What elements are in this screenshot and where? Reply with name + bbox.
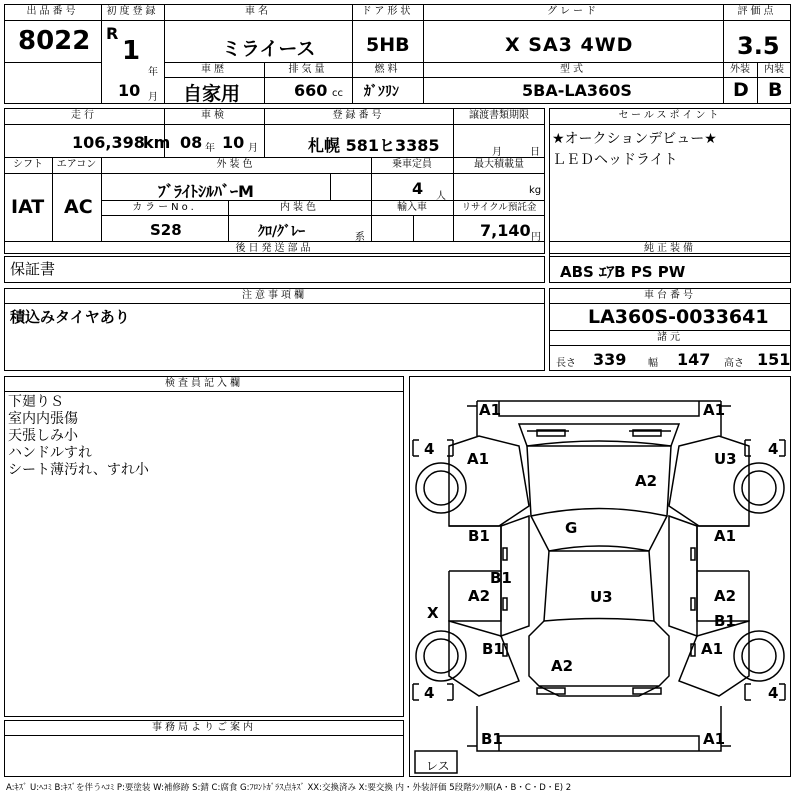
mileage-unit: km	[143, 133, 171, 152]
transfer-deadline-label: 譲渡書類期限	[469, 110, 529, 121]
max-load-unit: kg	[529, 185, 542, 196]
capacity: 4	[412, 179, 424, 198]
damage-mark: B1	[490, 569, 512, 587]
inspection-label: 車検	[201, 110, 227, 121]
reg-month-unit: 月	[148, 92, 158, 103]
damage-mark: X	[427, 604, 439, 622]
length: 339	[593, 350, 627, 369]
inspector-note-1: 下廻りＳ	[8, 394, 64, 410]
damage-mark: B1	[714, 612, 736, 630]
damage-mark: G	[565, 519, 578, 537]
damage-mark: B1	[482, 640, 504, 658]
lot-number-label: 出品番号	[26, 6, 79, 17]
reg-year-unit: 年	[148, 67, 158, 78]
recycle-fee: 7,140	[480, 221, 531, 240]
inspector-note-2: 室内内張傷	[8, 411, 78, 427]
height-label: 高さ	[724, 358, 744, 369]
recycle-fee-unit: 円	[531, 232, 541, 243]
import-label: 輸入車	[397, 202, 427, 213]
transfer-month-unit: 月	[492, 147, 502, 158]
tire-tread-rear-right: 4	[768, 684, 779, 702]
reg-month: 10	[118, 81, 141, 100]
damage-mark: A2	[635, 472, 658, 490]
damage-mark: B1	[468, 527, 490, 545]
equipment-label: 純正装備	[644, 243, 696, 254]
mileage: 106,398	[72, 133, 145, 152]
model-label: 型式	[560, 64, 586, 75]
shift: IAT	[11, 196, 45, 218]
inspection-year: 08	[180, 133, 203, 152]
tire-tread-front-right: 4	[768, 440, 779, 458]
grade-label: グレード	[547, 6, 599, 17]
delivery-parts: 保証書	[10, 260, 56, 278]
max-load-label: 最大積載量	[474, 159, 524, 170]
reg-era: R	[106, 24, 119, 43]
sales-point-1: ★オークションデビュー★	[552, 131, 717, 147]
specs-label: 諸元	[657, 332, 683, 343]
score-label: 評価点	[737, 6, 777, 17]
door-type-label: ドア形状	[361, 6, 414, 17]
interior-grade-label: 内装	[764, 64, 784, 75]
grade: X SA3 4WD	[505, 34, 634, 56]
displacement-label: 排気量	[288, 64, 328, 75]
score: 3.5	[737, 32, 780, 60]
caution-label: 注意事項欄	[242, 290, 307, 301]
displacement-unit: cc	[332, 88, 343, 99]
car-name-label: 車名	[245, 6, 271, 17]
damage-mark: A1	[703, 401, 726, 419]
damage-mark: U3	[714, 450, 737, 468]
interior-color-label: 内装色	[280, 202, 319, 213]
width-label: 幅	[648, 358, 658, 369]
damage-mark: A1	[479, 401, 502, 419]
door-type: 5HB	[366, 34, 410, 56]
interior-color-suffix: 系	[355, 232, 365, 243]
car-outline-diagram	[409, 376, 791, 777]
color-no-label: カラーNo.	[132, 202, 197, 213]
displacement: 660	[294, 81, 328, 100]
exterior-color: ﾌﾞﾗｲﾄｼﾙﾊﾞｰM	[158, 182, 254, 201]
height: 151	[757, 350, 791, 369]
delivery-parts-label: 後日発送部品	[235, 243, 314, 254]
sales-points-label: セールスポイント	[618, 110, 722, 121]
inspector-note-4: ハンドルすれ	[8, 445, 92, 461]
chassis-label: 車台番号	[644, 290, 696, 301]
equipment: ABS ｴｱB PS PW	[560, 263, 686, 281]
fuel: ｶﾞｿﾘﾝ	[364, 84, 399, 100]
damage-mark: A2	[468, 587, 491, 605]
color-number: S28	[150, 221, 182, 239]
registration-label: 登録番号	[332, 110, 385, 121]
history-label: 車歴	[201, 64, 227, 75]
car-name: ミライース	[222, 38, 316, 60]
inspector-note-5: シート薄汚れ、すれ小	[8, 462, 149, 478]
damage-mark: A1	[703, 730, 726, 748]
vehicle-history: 自家用	[183, 83, 241, 105]
inspection-month: 10	[222, 133, 245, 152]
inspector-note-3: 天張しみ小	[8, 428, 78, 444]
capacity-label: 乗車定員	[392, 159, 432, 170]
recycle-label: リサイクル預託金	[461, 202, 537, 213]
interior-color: ｸﾛ/ｸﾞﾚｰ	[258, 224, 306, 240]
lot-number: 8022	[18, 26, 91, 56]
capacity-unit: 人	[436, 191, 446, 202]
interior-grade: B	[768, 79, 783, 101]
sales-points-box	[549, 108, 791, 254]
sales-point-2: ＬＥＤヘッドライト	[552, 152, 678, 168]
tire-tread-front-left: 4	[424, 440, 435, 458]
model-code: 5BA-LA360S	[522, 81, 632, 100]
inspector-label: 検査員記入欄	[165, 378, 243, 389]
damage-mark: A2	[551, 657, 574, 675]
exterior-grade: D	[733, 79, 749, 101]
caution-note: 積込みタイヤあり	[10, 308, 130, 326]
first-registration-label: 初度登録	[106, 6, 159, 17]
damage-mark: A1	[701, 640, 724, 658]
inspection-month-unit: 月	[248, 143, 258, 154]
shift-label: シフト	[13, 159, 43, 170]
damage-mark: A1	[714, 527, 737, 545]
transfer-day-unit: 日	[530, 147, 540, 158]
damage-mark: B1	[481, 730, 503, 748]
fuel-label: 燃料	[374, 64, 401, 75]
chassis-number: LA360S-0033641	[588, 306, 769, 328]
exterior-color-label: 外装色	[216, 159, 256, 170]
aircon: AC	[64, 196, 93, 218]
length-label: 長さ	[556, 358, 576, 369]
inspection-year-unit: 年	[205, 143, 215, 154]
damage-mark: U3	[590, 588, 613, 606]
spare-tire-status: レス	[426, 759, 450, 773]
registration-number: 札幌 581ヒ3385	[308, 136, 440, 155]
mileage-label: 走行	[71, 110, 97, 121]
office-label: 事務局よりご案内	[152, 722, 256, 733]
damage-mark: A1	[467, 450, 490, 468]
legend: A:ｷｽﾞ U:ﾍｺﾐ B:ｷｽﾞを伴うﾍｺﾐ P:要塗装 W:補修跡 S:錆 C:腐食 G:ﾌﾛﾝﾄｶﾞﾗｽ点ｷｽﾞ XX:交換済み X:要交換 内・外装評価 5段階ﾗﾝｸ順(A・B・C・D・E) 2	[6, 783, 572, 793]
damage-mark: A2	[714, 587, 737, 605]
exterior-grade-label: 外装	[730, 64, 750, 75]
aircon-label: エアコン	[56, 159, 97, 170]
tire-tread-rear-left: 4	[424, 684, 435, 702]
delivery-parts-box	[4, 256, 545, 283]
reg-year: 1	[122, 36, 141, 66]
width: 147	[677, 350, 711, 369]
